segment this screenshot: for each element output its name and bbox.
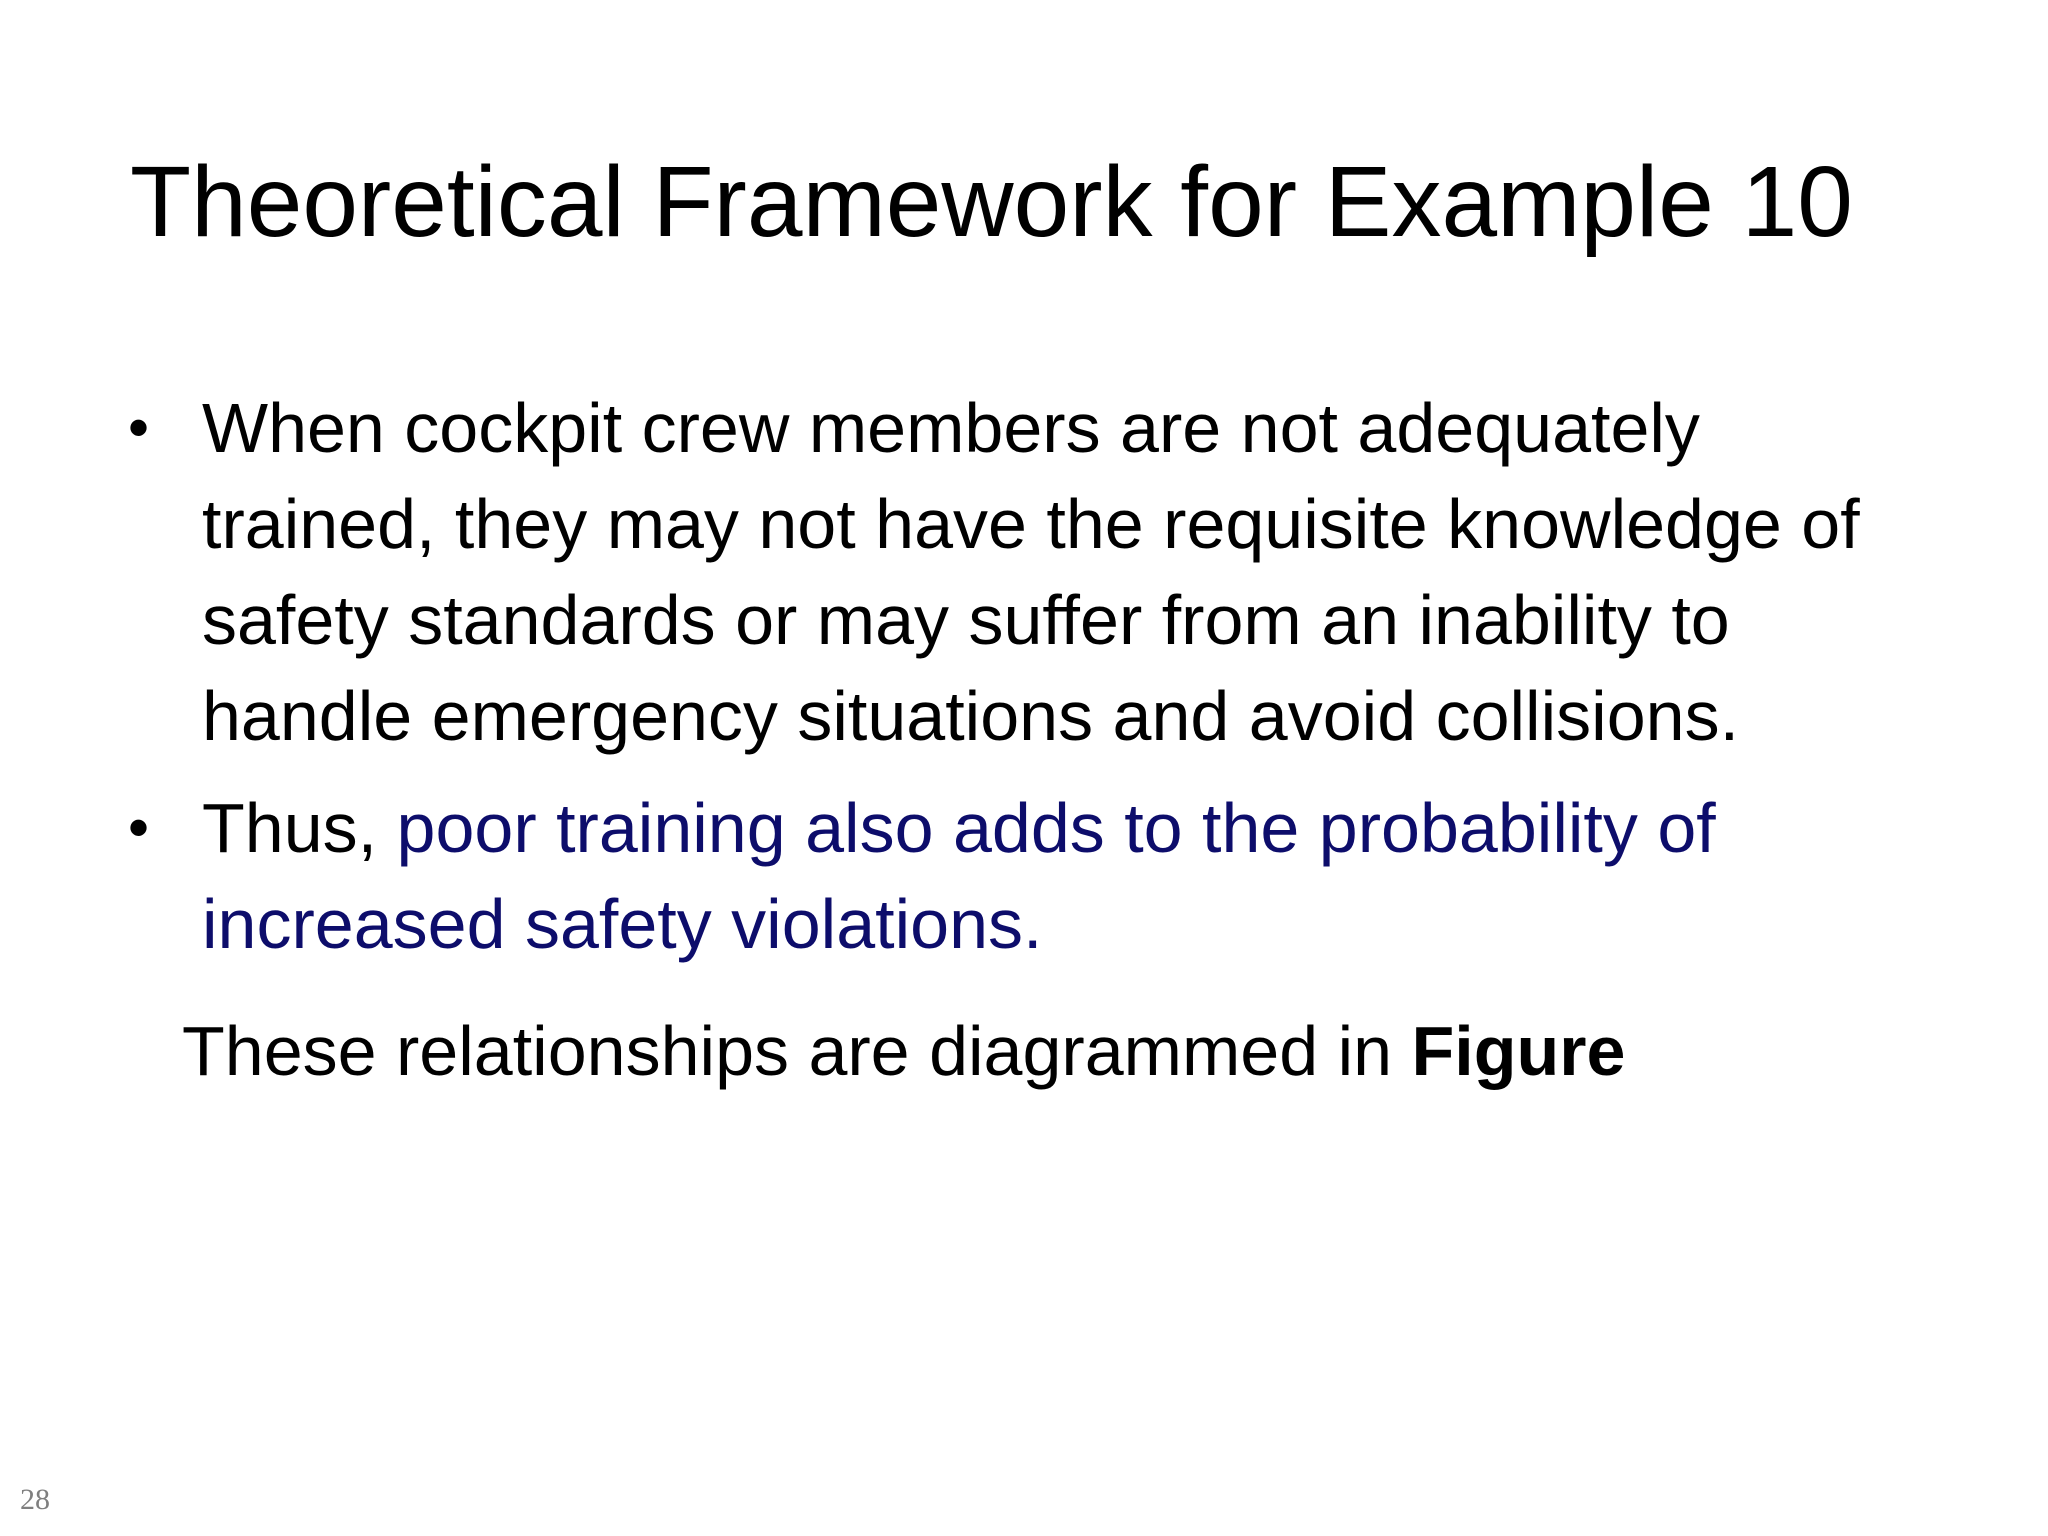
slide-title: Theoretical Framework for Example 10 <box>130 146 1853 258</box>
bullet-list <box>120 380 1940 988</box>
closing-text: These relationships are diagrammed in <box>182 1012 1412 1090</box>
bullet-text: When cockpit crew members are not adequately trained, they may not have the requisite knowledge of safety standards or may suffer from an inability to handle emergency situations and avoid collisions. <box>202 389 1860 755</box>
bullet-item <box>120 780 1940 972</box>
page-number: 28 <box>20 1483 50 1516</box>
closing-statement <box>182 1003 1625 1099</box>
bullet-prefix: Thus, <box>202 789 397 867</box>
bullet-dot-icon: • <box>128 794 150 861</box>
bullet-highlight-text: poor training also adds to the probability of increased safety violations. <box>202 789 1716 963</box>
bullet-item <box>120 380 1940 764</box>
bullet-dot-icon: • <box>128 394 150 461</box>
closing-bold-text: Figure <box>1411 1012 1626 1090</box>
